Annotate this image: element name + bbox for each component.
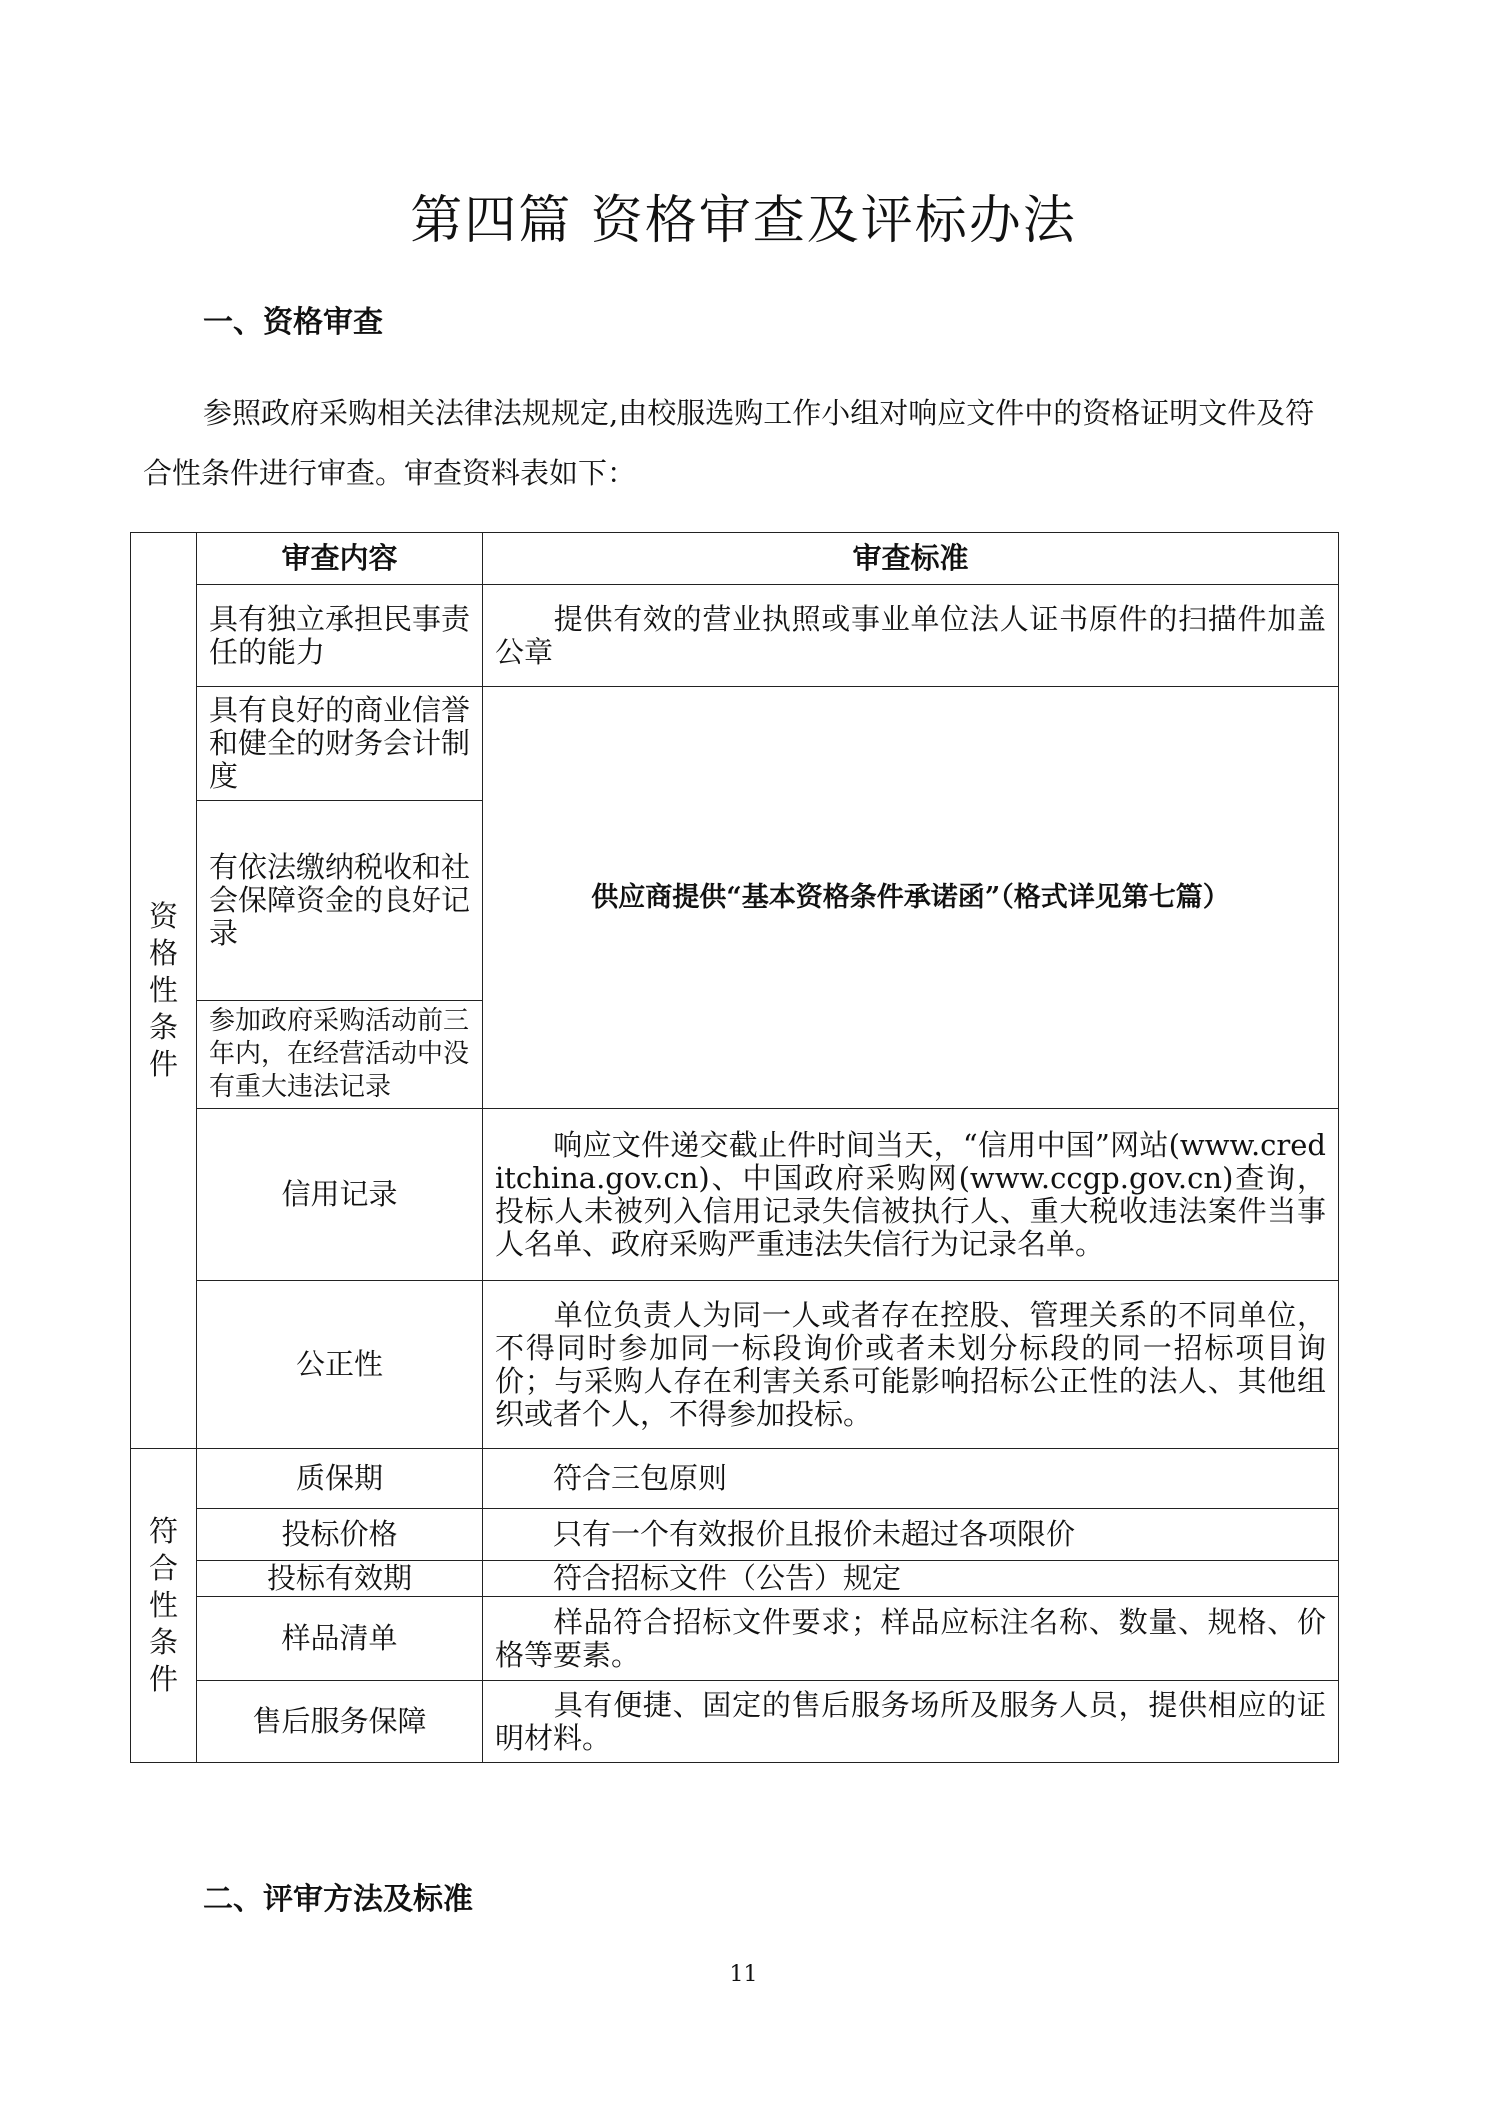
row-standard: 样品符合招标文件要求；样品应标注名称、数量、规格、价格等要素。 bbox=[483, 1597, 1339, 1681]
table-row bbox=[131, 1109, 1339, 1281]
row-standard-merged: 供应商提供“基本资格条件承诺函”（格式详见第七篇） bbox=[483, 687, 1339, 1109]
row-content: 投标价格 bbox=[197, 1509, 483, 1561]
section2-heading: 二、评审方法及标准 bbox=[203, 1882, 473, 1917]
table-row bbox=[131, 1681, 1339, 1763]
table-row bbox=[131, 1449, 1339, 1509]
row-content: 样品清单 bbox=[197, 1597, 483, 1681]
group-conformity-label: 符合性条件 bbox=[131, 1449, 197, 1763]
header-content: 审查内容 bbox=[197, 533, 483, 585]
row-content: 参加政府采购活动前三年内，在经营活动中没有重大违法记录 bbox=[197, 1001, 483, 1109]
table-header-row bbox=[131, 533, 1339, 585]
page-number: 11 bbox=[729, 1962, 758, 1987]
table-row bbox=[131, 1509, 1339, 1561]
row-content: 信用记录 bbox=[197, 1109, 483, 1281]
section1-heading: 一、资格审查 bbox=[203, 305, 383, 340]
header-standard: 审查标准 bbox=[483, 533, 1339, 585]
row-content: 投标有效期 bbox=[197, 1561, 483, 1597]
row-standard: 符合三包原则 bbox=[483, 1449, 1339, 1509]
row-standard: 响应文件递交截止件时间当天，“信用中国”网站(www.creditchina.gov.cn)、中国政府采购网(www.ccgp.gov.cn)查询，投标人未被列入信用记录失信被执行人、重大税收违法案件当事人名单、政府采购严重违法失信行为记录名单。 bbox=[483, 1109, 1339, 1281]
group-qualification-label: 资格性条件 bbox=[131, 533, 197, 1449]
row-standard: 提供有效的营业执照或事业单位法人证书原件的扫描件加盖公章 bbox=[483, 585, 1339, 687]
table-row bbox=[131, 1561, 1339, 1597]
row-content: 具有良好的商业信誉和健全的财务会计制度 bbox=[197, 687, 483, 801]
row-content: 售后服务保障 bbox=[197, 1681, 483, 1763]
table-row bbox=[131, 687, 1339, 801]
table-row bbox=[131, 1281, 1339, 1449]
row-content: 公正性 bbox=[197, 1281, 483, 1449]
qualification-review-table bbox=[130, 532, 1339, 1763]
row-standard: 只有一个有效报价且报价未超过各项限价 bbox=[483, 1509, 1339, 1561]
row-standard: 单位负责人为同一人或者存在控股、管理关系的不同单位，不得同时参加同一标段询价或者未划分标段的同一招标项目询价；与采购人存在利害关系可能影响招标公正性的法人、其他组织或者个人，不得参加投标。 bbox=[483, 1281, 1339, 1449]
row-content: 质保期 bbox=[197, 1449, 483, 1509]
row-content: 有依法缴纳税收和社会保障资金的良好记录 bbox=[197, 801, 483, 1001]
table-row bbox=[131, 1597, 1339, 1681]
row-standard: 符合招标文件（公告）规定 bbox=[483, 1561, 1339, 1597]
table-row bbox=[131, 585, 1339, 687]
page-title: 第四篇 资格审查及评标办法 bbox=[410, 191, 1077, 251]
section1-paragraph: 参照政府采购相关法律法规规定,由校服选购工作小组对响应文件中的资格证明文件及符合性条件进行审查。审查资料表如下： bbox=[143, 396, 1315, 490]
row-content: 具有独立承担民事责任的能力 bbox=[197, 585, 483, 687]
row-standard: 具有便捷、固定的售后服务场所及服务人员，提供相应的证明材料。 bbox=[483, 1681, 1339, 1763]
